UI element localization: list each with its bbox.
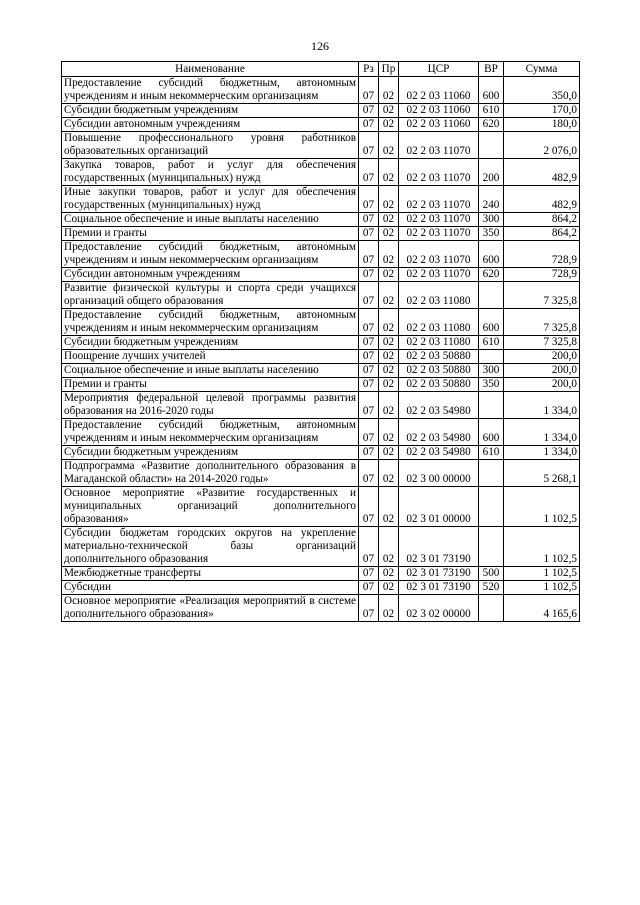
row-csr: 02 2 03 50880	[399, 350, 479, 364]
table-row	[62, 336, 580, 350]
row-name: Премии и гранты	[62, 378, 359, 392]
row-sum: 1 334,0	[504, 446, 580, 460]
row-sum: 1 102,5	[504, 567, 580, 581]
row-name: Межбюджетные трансферты	[62, 567, 359, 581]
row-csr: 02 2 03 11070	[399, 186, 479, 213]
row-csr: 02 3 02 00000	[399, 595, 479, 622]
row-csr: 02 2 03 50880	[399, 378, 479, 392]
row-name: Предоставление субсидий бюджетным, автономным учреждениям и иным некоммерческим организациям	[62, 77, 359, 104]
row-pr: 02	[379, 364, 399, 378]
row-name: Предоставление субсидий бюджетным, автономным учреждениям и иным некоммерческим организациям	[62, 241, 359, 268]
row-pr: 02	[379, 567, 399, 581]
row-rz: 07	[359, 350, 379, 364]
row-name: Социальное обеспечение и иные выплаты населению	[62, 364, 359, 378]
row-csr: 02 3 01 73190	[399, 527, 479, 567]
row-csr: 02 2 03 11080	[399, 282, 479, 309]
row-csr: 02 2 03 11070	[399, 159, 479, 186]
header-rz: Рз	[359, 62, 379, 77]
table-header-row	[62, 62, 580, 77]
row-sum: 482,9	[504, 186, 580, 213]
table-row	[62, 364, 580, 378]
row-sum: 728,9	[504, 241, 580, 268]
row-sum: 7 325,8	[504, 309, 580, 336]
row-pr: 02	[379, 159, 399, 186]
row-csr: 02 2 03 54980	[399, 419, 479, 446]
row-vr	[479, 527, 504, 567]
row-csr: 02 2 03 11060	[399, 104, 479, 118]
row-pr: 02	[379, 309, 399, 336]
row-name: Субсидии бюджетным учреждениям	[62, 104, 359, 118]
row-name: Подпрограмма «Развитие дополнительного образования в Магаданской области» на 2014-2020 годы»	[62, 460, 359, 487]
table-row	[62, 446, 580, 460]
row-sum: 350,0	[504, 77, 580, 104]
row-pr: 02	[379, 581, 399, 595]
page-number: 126	[311, 39, 329, 53]
row-rz: 07	[359, 282, 379, 309]
row-vr	[479, 282, 504, 309]
row-pr: 02	[379, 132, 399, 159]
row-sum: 200,0	[504, 378, 580, 392]
table-row	[62, 213, 580, 227]
row-csr: 02 2 03 11060	[399, 77, 479, 104]
row-vr: 600	[479, 419, 504, 446]
row-rz: 07	[359, 567, 379, 581]
row-sum: 1 334,0	[504, 392, 580, 419]
header-sum: Сумма	[504, 62, 580, 77]
row-vr	[479, 595, 504, 622]
row-name: Основное мероприятие «Развитие государственных и муниципальных организаций дополнительного образования»	[62, 487, 359, 527]
table-row	[62, 159, 580, 186]
row-sum: 7 325,8	[504, 336, 580, 350]
row-pr: 02	[379, 227, 399, 241]
row-csr: 02 2 03 11080	[399, 336, 479, 350]
table-row	[62, 132, 580, 159]
row-name: Поощрение лучших учителей	[62, 350, 359, 364]
row-sum: 864,2	[504, 227, 580, 241]
table-row	[62, 567, 580, 581]
row-rz: 07	[359, 309, 379, 336]
row-vr	[479, 392, 504, 419]
row-pr: 02	[379, 378, 399, 392]
row-csr: 02 3 00 00000	[399, 460, 479, 487]
row-rz: 07	[359, 581, 379, 595]
row-name: Закупка товаров, работ и услуг для обеспечения государственных (муниципальных) нужд	[62, 159, 359, 186]
row-sum: 5 268,1	[504, 460, 580, 487]
row-vr	[479, 487, 504, 527]
row-csr: 02 2 03 54980	[399, 446, 479, 460]
row-csr: 02 2 03 50880	[399, 364, 479, 378]
row-pr: 02	[379, 282, 399, 309]
row-sum: 1 102,5	[504, 581, 580, 595]
row-name: Предоставление субсидий бюджетным, автономным учреждениям и иным некоммерческим организациям	[62, 419, 359, 446]
row-sum: 1 102,5	[504, 487, 580, 527]
row-sum: 482,9	[504, 159, 580, 186]
row-pr: 02	[379, 268, 399, 282]
table-row	[62, 241, 580, 268]
row-csr: 02 3 01 00000	[399, 487, 479, 527]
row-vr: 200	[479, 159, 504, 186]
header-pr: Пр	[379, 62, 399, 77]
row-rz: 07	[359, 364, 379, 378]
row-pr: 02	[379, 419, 399, 446]
row-rz: 07	[359, 392, 379, 419]
table-row	[62, 595, 580, 622]
row-pr: 02	[379, 336, 399, 350]
row-rz: 07	[359, 118, 379, 132]
row-vr: 500	[479, 567, 504, 581]
row-rz: 07	[359, 419, 379, 446]
row-sum: 200,0	[504, 364, 580, 378]
header-csr: ЦСР	[399, 62, 479, 77]
table-row	[62, 282, 580, 309]
table-row	[62, 487, 580, 527]
row-pr: 02	[379, 241, 399, 268]
table-row	[62, 118, 580, 132]
row-csr: 02 2 03 11070	[399, 241, 479, 268]
table-row	[62, 186, 580, 213]
row-rz: 07	[359, 446, 379, 460]
row-name: Развитие физической культуры и спорта среди учащихся организаций общего образования	[62, 282, 359, 309]
row-vr: 610	[479, 104, 504, 118]
row-rz: 07	[359, 159, 379, 186]
row-vr: 620	[479, 118, 504, 132]
header-vr: ВР	[479, 62, 504, 77]
row-sum: 4 165,6	[504, 595, 580, 622]
row-name: Предоставление субсидий бюджетным, автономным учреждениям и иным некоммерческим организациям	[62, 309, 359, 336]
row-pr: 02	[379, 118, 399, 132]
table-row	[62, 227, 580, 241]
row-sum: 170,0	[504, 104, 580, 118]
row-vr: 600	[479, 309, 504, 336]
row-vr	[479, 350, 504, 364]
row-vr	[479, 460, 504, 487]
row-pr: 02	[379, 527, 399, 567]
row-rz: 07	[359, 595, 379, 622]
row-rz: 07	[359, 378, 379, 392]
row-sum: 728,9	[504, 268, 580, 282]
row-vr	[479, 132, 504, 159]
row-vr: 610	[479, 336, 504, 350]
row-name: Субсидии автономным учреждениям	[62, 268, 359, 282]
row-rz: 07	[359, 527, 379, 567]
row-sum: 2 076,0	[504, 132, 580, 159]
row-rz: 07	[359, 487, 379, 527]
table-row	[62, 104, 580, 118]
row-pr: 02	[379, 460, 399, 487]
table-row	[62, 378, 580, 392]
row-vr: 240	[479, 186, 504, 213]
row-pr: 02	[379, 487, 399, 527]
row-pr: 02	[379, 186, 399, 213]
row-csr: 02 2 03 11070	[399, 268, 479, 282]
row-vr: 520	[479, 581, 504, 595]
row-vr: 350	[479, 227, 504, 241]
row-csr: 02 2 03 11060	[399, 118, 479, 132]
row-vr: 350	[479, 378, 504, 392]
row-rz: 07	[359, 77, 379, 104]
table-row	[62, 419, 580, 446]
row-csr: 02 2 03 11070	[399, 227, 479, 241]
row-pr: 02	[379, 350, 399, 364]
row-name: Субсидии бюджетным учреждениям	[62, 336, 359, 350]
header-name: Наименование	[62, 62, 359, 77]
row-sum: 200,0	[504, 350, 580, 364]
table-row	[62, 77, 580, 104]
row-csr: 02 2 03 11070	[399, 132, 479, 159]
row-name: Основное мероприятие «Реализация мероприятий в системе дополнительного образования»	[62, 595, 359, 622]
row-sum: 7 325,8	[504, 282, 580, 309]
table-row	[62, 309, 580, 336]
row-vr: 300	[479, 213, 504, 227]
row-pr: 02	[379, 446, 399, 460]
row-csr: 02 2 03 11070	[399, 213, 479, 227]
row-vr: 600	[479, 241, 504, 268]
row-vr: 620	[479, 268, 504, 282]
row-rz: 07	[359, 336, 379, 350]
row-sum: 180,0	[504, 118, 580, 132]
row-sum: 864,2	[504, 213, 580, 227]
table-row	[62, 350, 580, 364]
row-rz: 07	[359, 460, 379, 487]
row-rz: 07	[359, 227, 379, 241]
row-pr: 02	[379, 213, 399, 227]
row-rz: 07	[359, 213, 379, 227]
row-rz: 07	[359, 104, 379, 118]
table-row	[62, 527, 580, 567]
row-pr: 02	[379, 77, 399, 104]
row-name: Субсидии автономным учреждениям	[62, 118, 359, 132]
row-pr: 02	[379, 392, 399, 419]
row-pr: 02	[379, 104, 399, 118]
budget-table	[61, 61, 580, 622]
row-sum: 1 334,0	[504, 419, 580, 446]
row-sum: 1 102,5	[504, 527, 580, 567]
row-name: Повышение профессионального уровня работников образовательных организаций	[62, 132, 359, 159]
row-rz: 07	[359, 268, 379, 282]
row-pr: 02	[379, 595, 399, 622]
row-csr: 02 2 03 11080	[399, 309, 479, 336]
row-csr: 02 3 01 73190	[399, 567, 479, 581]
table-row	[62, 460, 580, 487]
row-name: Субсидии	[62, 581, 359, 595]
row-name: Премии и гранты	[62, 227, 359, 241]
row-vr: 300	[479, 364, 504, 378]
row-rz: 07	[359, 241, 379, 268]
row-name: Мероприятия федеральной целевой программы развития образования на 2016-2020 годы	[62, 392, 359, 419]
row-vr: 600	[479, 77, 504, 104]
row-name: Иные закупки товаров, работ и услуг для обеспечения государственных (муниципальных) нужд	[62, 186, 359, 213]
table-row	[62, 392, 580, 419]
table-row	[62, 581, 580, 595]
table-row	[62, 268, 580, 282]
row-vr: 610	[479, 446, 504, 460]
row-csr: 02 2 03 54980	[399, 392, 479, 419]
row-csr: 02 3 01 73190	[399, 581, 479, 595]
row-rz: 07	[359, 132, 379, 159]
row-name: Социальное обеспечение и иные выплаты населению	[62, 213, 359, 227]
row-rz: 07	[359, 186, 379, 213]
row-name: Субсидии бюджетным учреждениям	[62, 446, 359, 460]
row-name: Субсидии бюджетам городских округов на укрепление материально-технической базы организаций дополнительного образования	[62, 527, 359, 567]
